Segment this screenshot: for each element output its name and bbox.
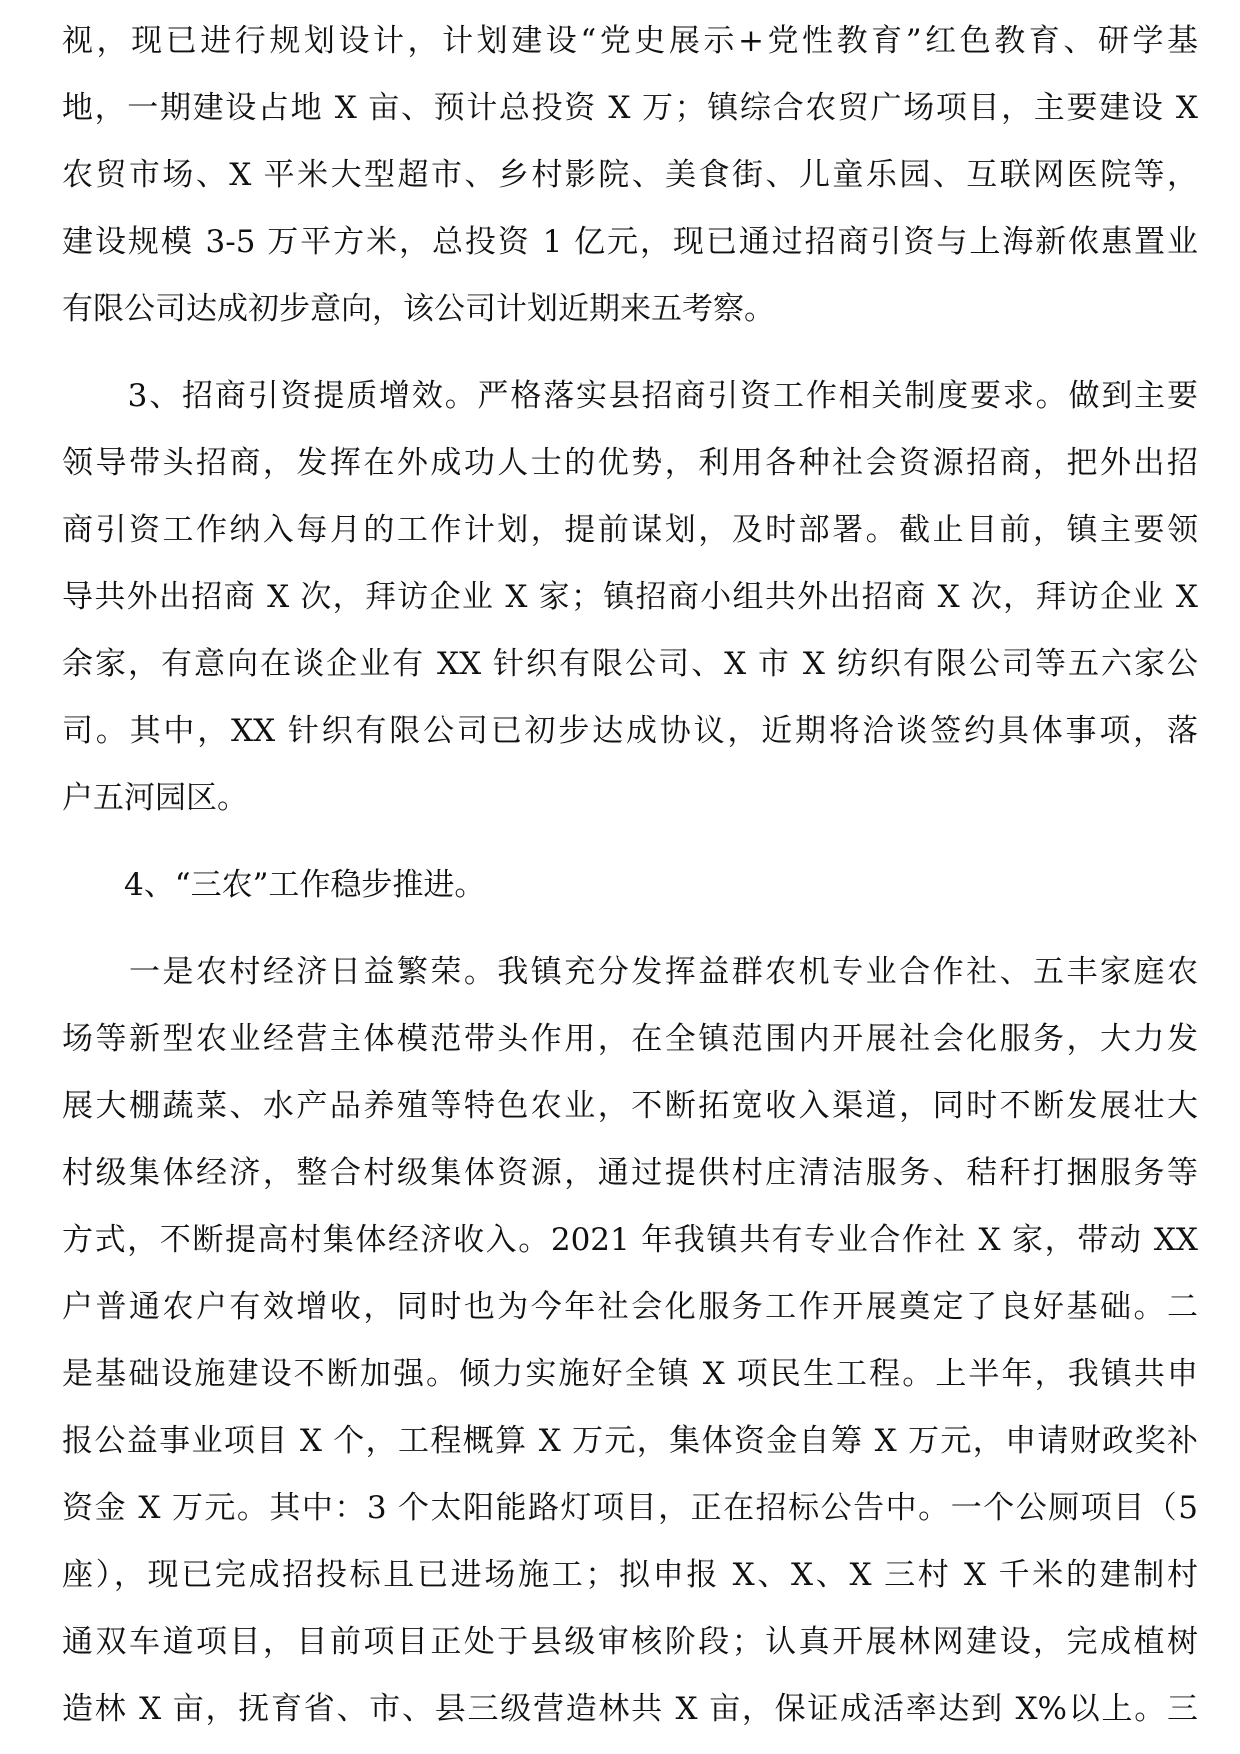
paragraph-3-heading [62, 852, 1198, 919]
text-line: 商引资工作纳入每月的工作计划，提前谋划，及时部署。截止目前，镇主要领 [62, 512, 1198, 548]
text-line: 余家，有意向在谈企业有 XX 针织有限公司、X 市 X 纺织有限公司等五六家公 [62, 646, 1198, 682]
paragraph-gap [62, 343, 1198, 363]
text-line: 座），现已完成招投标且已进场施工；拟申报 X、X、X 三村 X 千米的建制村 [62, 1557, 1198, 1593]
paragraph-gap [62, 832, 1198, 852]
paragraph-2 [62, 363, 1198, 832]
text-line: 农贸市场、X 平米大型超市、乡村影院、美食街、儿童乐园、互联网医院等， [62, 157, 1198, 193]
text-line: 一是农村经济日益繁荣。我镇充分发挥益群农机专业合作社、五丰家庭农 [62, 954, 1198, 990]
text-line: 展大棚蔬菜、水产品养殖等特色农业，不断拓宽收入渠道，同时不断发展壮大 [62, 1088, 1198, 1124]
paragraph-gap [62, 919, 1198, 939]
text-line: 视，现已进行规划设计，计划建设“党史展示+党性教育”红色教育、研学基 [62, 23, 1198, 59]
text-line: 方式，不断提高村集体经济收入。2021 年我镇共有专业合作社 X 家，带动 XX [62, 1222, 1198, 1258]
text-line: 领导带头招商，发挥在外成功人士的优势，利用各种社会资源招商，把外出招 [62, 445, 1198, 481]
text-line: 报公益事业项目 X 个，工程概算 X 万元，集体资金自筹 X 万元，申请财政奖补 [62, 1423, 1198, 1459]
text-line: 场等新型农业经营主体模范带头作用，在全镇范围内开展社会化服务，大力发 [62, 1021, 1198, 1057]
text-line: 户普通农户有效增收，同时也为今年社会化服务工作开展奠定了良好基础。二 [62, 1289, 1198, 1325]
text-line: 是基础设施建设不断加强。倾力实施好全镇 X 项民生工程。上半年，我镇共申 [62, 1356, 1198, 1392]
text-line: 户五河园区。 [62, 780, 248, 816]
paragraph-4 [62, 939, 1198, 1743]
text-line: 村级集体经济，整合村级集体资源，通过提供村庄清洁服务、秸秆打捆服务等 [62, 1155, 1198, 1191]
section-heading: 4、“三农”工作稳步推进。 [62, 867, 486, 903]
text-line: 建设规模 3-5 万平方米，总投资 1 亿元，现已通过招商引资与上海新侬惠置业 [62, 224, 1198, 260]
text-line: 地，一期建设占地 X 亩、预计总投资 X 万；镇综合农贸广场项目，主要建设 X [62, 90, 1198, 126]
text-line: 有限公司达成初步意向，该公司计划近期来五考察。 [62, 291, 775, 327]
paragraph-1 [62, 8, 1198, 343]
text-line: 司。其中，XX 针织有限公司已初步达成协议，近期将洽谈签约具体事项，落 [62, 713, 1198, 749]
text-line: 资金 X 万元。其中：3 个太阳能路灯项目，正在招标公告中。一个公厕项目（5 [62, 1490, 1198, 1526]
text-line: 造林 X 亩，抚育省、市、县三级营造林共 X 亩，保证成活率达到 X%以上。三 [62, 1691, 1198, 1727]
text-line: 通双车道项目，目前项目正处于县级审核阶段；认真开展林网建设，完成植树 [62, 1624, 1198, 1660]
text-line: 3、招商引资提质增效。严格落实县招商引资工作相关制度要求。做到主要 [62, 378, 1198, 414]
text-line: 导共外出招商 X 次，拜访企业 X 家；镇招商小组共外出招商 X 次，拜访企业 X [62, 579, 1198, 615]
document-page [62, 8, 1198, 1743]
